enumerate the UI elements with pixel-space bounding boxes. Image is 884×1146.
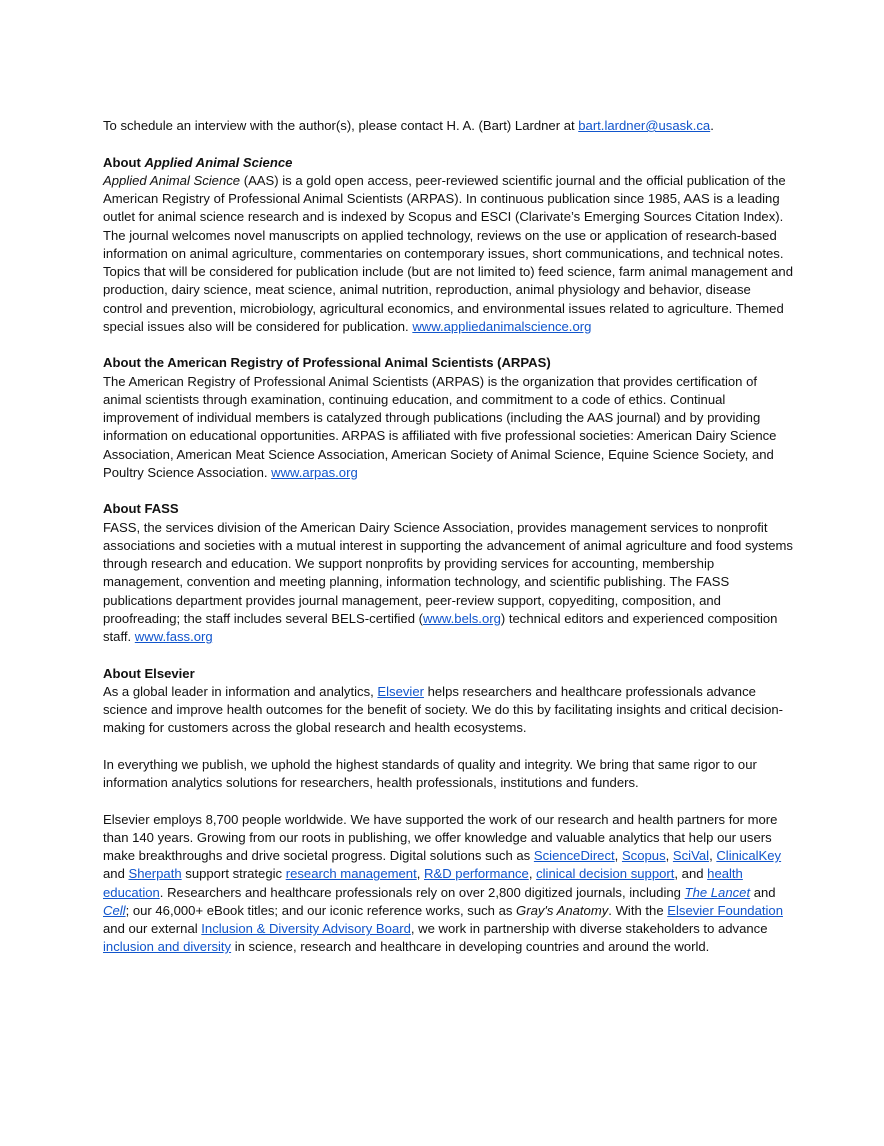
health-education-link[interactable]: health education [103,866,743,900]
aas-heading: About Applied Animal Science [103,154,293,170]
inclusion-and-diversity-link[interactable]: inclusion and diversity [103,939,232,955]
research-management-link[interactable]: research management [285,866,417,882]
scopus-link[interactable]: Scopus [621,848,666,863]
aas-website-link[interactable]: www.appliedanimalscience.org [412,318,592,334]
arpas-paragraph: The American Registry of Professional Animal Scientists (ARPAS) is the organization that provides certification of animal scientists through examination, continuing education, and commitment to a code of ethics. Continual improvement of individual members is catalyzed through publications (including the AAS journal) and by providing information on educational opportunities. ARPAS is affiliated with five professional societies: American Dairy Science Association, American Meat Science Association, American Society of Animal Science, Equine Science Society, and Poultry Science Association. www.arpas.org [103,373,777,480]
elsevier-paragraph-1: As a global leader in information and analytics, Elsevier helps researchers and healthcare professionals advance science and improve health outcomes for the benefit of society. We do this by facilitating insights and critical decision-making for customers across the global research and health ecosystems. [103,683,784,736]
rd-performance-link[interactable]: R&D performance [424,866,529,882]
elsevier-paragraph-3: Elsevier employs 8,700 people worldwide. We have supported the work of our research and health partners for more than 140 years. Growing from our roots in publishing, we offer knowledge and valuable analytics that help our users make breakthroughs and drive societal progress. Digital solutions such as ScienceDirect, Scopus, SciVal, ClinicalKey and Sherpath support strategic research management, R&D performance, clinical decision support, and health education. Researchers and healthcare professionals rely on over 2,800 digitized journals, including The Lancet and Cell; our 46,000+ eBook titles; and our iconic reference works, such as Gray's Anatomy. With the Elsevier Foundation and our external Inclusion & Diversity Advisory Board, we work in partnership with diverse stakeholders to advance inclusion and diversity in science, research and healthcare in developing countries and around the world. [103,811,783,955]
elsevier-paragraph-2: In everything we publish, we uphold the highest standards of quality and integrity. We bring that same rigor to our information analytics solutions for researchers, health professionals, institutions and funders. [103,756,757,790]
elsevier-foundation-link[interactable]: Elsevier Foundation [667,902,783,918]
fass-website-link[interactable]: www.fass.org [134,629,213,644]
elsevier-link[interactable]: Elsevier [377,683,424,699]
elsevier-heading: About Elsevier [103,665,195,681]
fass-paragraph: FASS, the services division of the American Dairy Science Association, provides management services to nonprofit associations and societies with a mutual interest in supporting the advancement of animal agriculture and food systems through research and education. We support nonprofits by providing services for accounting, membership management, convention and meeting planning, information technology, and scientific publishing. The FASS publications department provides journal management, peer-review support, copyediting, composition, and proofreading; the staff includes several BELS-certified (www.bels.org) technical editors and experienced composition staff. www.fass.org [103,519,793,644]
press-release-body [103,117,793,975]
cell-link[interactable]: Cell [103,902,126,918]
contact-text: To schedule an interview with the author(s), please contact H. A. (Bart) Lardner at [103,118,579,133]
contact-paragraph: To schedule an interview with the author(s), please contact H. A. (Bart) Lardner at bart.lardner@usask.ca. [103,118,714,133]
sciencedirect-link[interactable]: ScienceDirect [533,848,615,863]
bels-link[interactable]: www.bels.org [423,610,501,626]
inclusion-diversity-board-link[interactable]: Inclusion & Diversity Advisory Board [201,921,411,936]
sherpath-link[interactable]: Sherpath [128,866,182,882]
arpas-heading: About the American Registry of Professional Animal Scientists (ARPAS) [103,355,551,371]
contact-email-link[interactable]: bart.lardner@usask.ca [578,118,711,133]
grays-anatomy-title: Gray's Anatomy [516,902,609,918]
clinicalkey-link[interactable]: ClinicalKey [716,848,782,863]
arpas-website-link[interactable]: www.arpas.org [271,464,358,480]
fass-heading: About FASS [103,501,179,517]
aas-paragraph: Applied Animal Science (AAS) is a gold open access, peer-reviewed scientific journal and the official publication of the American Registry of Professional Animal Scientists (ARPAS). In continuous publication since 1985, AAS is a leading outlet for animal science research and is indexed by Scopus and ESCI (Clarivate’s Emerging Sources Citation Index). The journal welcomes novel manuscripts on applied technology, reviews on the use or application of research-based information on animal agriculture, commentaries on contemporary issues, short communications, and technical notes. Topics that will be considered for publication include (but are not limited to) feed science, farm animal management and production, dairy science, meat science, animal nutrition, reproduction, animal physiology and behavior, disease control and prevention, microbiology, agricultural economics, and environmental issues related to agriculture. Themed special issues also will be considered for publication. www.appliedanimalscience.org [103,172,793,334]
scival-link[interactable]: SciVal [672,848,710,863]
the-lancet-link[interactable]: The Lancet [684,884,751,900]
clinical-decision-support-link[interactable]: clinical decision support [536,866,675,882]
